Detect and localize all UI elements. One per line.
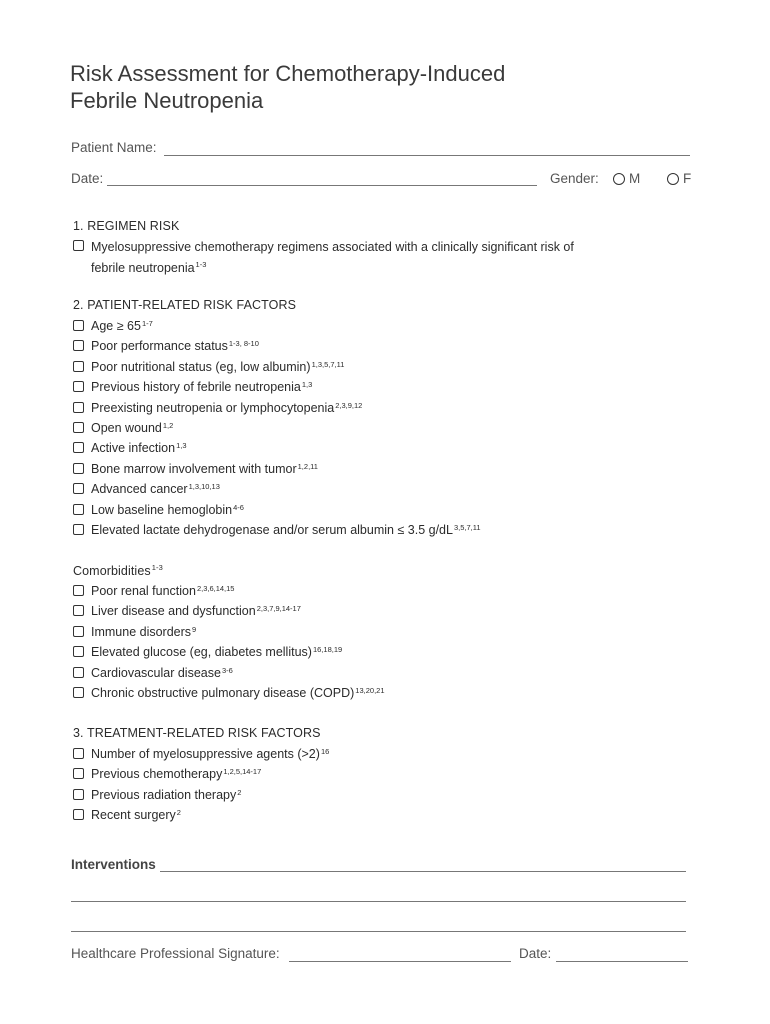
reference: 2,3,9,12 — [335, 400, 363, 410]
reference: 4-6 — [233, 502, 244, 512]
reference: 1,3 — [301, 380, 313, 390]
section-heading-comorbidities — [73, 563, 163, 578]
item-text: Low baseline hemoglobin — [91, 502, 233, 517]
interventions-field-line-3[interactable] — [71, 931, 686, 932]
section-heading-regimen: 1. REGIMEN RISK — [73, 219, 180, 233]
item-text: Advanced cancer — [91, 482, 188, 497]
reference: 9 — [192, 624, 197, 634]
item-text: Recent surgery — [91, 808, 176, 823]
item-text: Elevated glucose (eg, diabetes mellitus) — [91, 645, 312, 660]
checkbox-icon[interactable] — [73, 524, 84, 535]
checkbox-icon[interactable] — [73, 320, 84, 331]
date-field[interactable] — [107, 185, 537, 186]
reference: 1,2 — [162, 421, 174, 430]
checkbox-icon[interactable] — [73, 626, 84, 637]
checkbox-icon[interactable] — [73, 585, 84, 596]
item-text: Previous history of febrile neutropenia — [91, 380, 301, 395]
item-text: Immune disorders — [91, 624, 192, 639]
checkbox-icon[interactable] — [73, 768, 84, 779]
gender-option-m-label: M — [629, 171, 641, 186]
checkbox-item[interactable] — [73, 380, 312, 394]
checkbox-item-regimen[interactable] — [73, 239, 651, 277]
radio-icon[interactable] — [667, 173, 679, 185]
checkbox-icon[interactable] — [73, 361, 84, 372]
patient-name-field[interactable] — [164, 155, 690, 156]
item-text: Age ≥ 65 — [91, 319, 141, 333]
checkbox-icon[interactable] — [73, 463, 84, 474]
reference: 3,5,7,11 — [453, 523, 481, 532]
reference: 1,3,5,7,11 — [311, 359, 345, 369]
item-text: Poor renal function — [91, 584, 196, 598]
checkbox-item[interactable] — [73, 645, 342, 659]
item-text-cont: febrile neutropenia — [91, 261, 195, 275]
checkbox-item[interactable] — [73, 584, 234, 598]
gender-label: Gender: — [550, 171, 599, 186]
reference: 1-7 — [141, 319, 153, 328]
checkbox-item[interactable] — [73, 462, 318, 476]
reference: 13,20,21 — [355, 686, 385, 695]
reference: 1,2,11 — [297, 461, 318, 471]
signature-date-label: Date: — [519, 946, 552, 961]
checkbox-icon[interactable] — [73, 667, 84, 678]
reference: 1-3, 8-10 — [228, 339, 259, 349]
checkbox-icon[interactable] — [73, 809, 84, 820]
checkbox-item[interactable] — [73, 747, 329, 761]
checkbox-icon[interactable] — [73, 605, 84, 616]
reference: 1,2,5,14-17 — [223, 767, 262, 777]
item-text: Previous chemotherapy — [91, 767, 223, 782]
item-text: Active infection — [91, 441, 176, 456]
reference: 2,3,7,9,14-17 — [256, 604, 301, 614]
item-text: Myelosuppressive chemotherapy regimens associated with a clinically significant risk of — [91, 240, 574, 254]
comorbidities-heading-text: Comorbidities — [73, 564, 151, 578]
interventions-field-line-2[interactable] — [71, 901, 686, 902]
checkbox-icon[interactable] — [73, 646, 84, 657]
checkbox-item[interactable] — [73, 625, 196, 639]
page-title — [70, 60, 505, 114]
reference: 2 — [176, 808, 181, 818]
item-text: Preexisting neutropenia or lymphocytopenia — [91, 400, 335, 415]
reference: 3-6 — [221, 665, 233, 675]
checkbox-item[interactable] — [73, 788, 241, 802]
checkbox-item[interactable] — [73, 441, 187, 455]
item-text: Open wound — [91, 421, 162, 435]
item-text: Poor nutritional status (eg, low albumin) — [91, 359, 311, 374]
checkbox-icon[interactable] — [73, 240, 84, 251]
item-text: Poor performance status — [91, 339, 228, 354]
checkbox-icon[interactable] — [73, 687, 84, 698]
radio-icon[interactable] — [613, 173, 625, 185]
checkbox-item[interactable] — [73, 360, 344, 374]
title-line-1: Risk Assessment for Chemotherapy-Induced — [70, 61, 506, 86]
checkbox-icon[interactable] — [73, 340, 84, 351]
item-text: Previous radiation therapy — [91, 787, 237, 802]
reference: 1-3 — [151, 563, 163, 572]
interventions-label: Interventions — [71, 857, 156, 872]
checkbox-item[interactable] — [73, 666, 233, 680]
item-text: Liver disease and dysfunction — [91, 604, 256, 619]
checkbox-icon[interactable] — [73, 442, 84, 453]
section-heading-patient-risk: 2. PATIENT-RELATED RISK FACTORS — [73, 298, 297, 312]
checkbox-icon[interactable] — [73, 504, 84, 515]
item-text: Bone marrow involvement with tumor — [91, 461, 297, 476]
checkbox-item[interactable] — [73, 482, 220, 496]
reference: 2,3,6,14,15 — [196, 584, 235, 593]
checkbox-item[interactable] — [73, 604, 301, 618]
checkbox-item[interactable] — [73, 503, 244, 517]
checkbox-item[interactable] — [73, 319, 153, 333]
gender-option-f[interactable] — [667, 171, 691, 186]
checkbox-icon[interactable] — [73, 422, 84, 433]
reference: 2 — [237, 787, 242, 797]
checkbox-item[interactable] — [73, 808, 181, 822]
gender-option-m[interactable] — [613, 171, 640, 186]
checkbox-icon[interactable] — [73, 789, 84, 800]
checkbox-icon[interactable] — [73, 402, 84, 413]
checkbox-icon[interactable] — [73, 748, 84, 759]
item-text: Elevated lactate dehydrogenase and/or serum albumin ≤ 3.5 g/dL — [91, 523, 453, 537]
reference: 1,3 — [176, 441, 187, 451]
reference: 1-3 — [195, 260, 207, 269]
item-text: Cardiovascular disease — [91, 665, 221, 680]
signature-field[interactable] — [289, 961, 511, 962]
checkbox-icon[interactable] — [73, 381, 84, 392]
item-text: Chronic obstructive pulmonary disease (COPD) — [91, 686, 355, 700]
checkbox-item[interactable] — [73, 767, 261, 781]
patient-name-label: Patient Name: — [71, 140, 157, 155]
gender-option-f-label: F — [683, 171, 692, 186]
title-line-2: Febrile Neutropenia — [70, 88, 264, 113]
checkbox-item[interactable] — [73, 421, 173, 435]
section-heading-treatment: 3. TREATMENT-RELATED RISK FACTORS — [73, 726, 321, 740]
item-text: Number of myelosuppressive agents (>2) — [91, 747, 320, 761]
checkbox-item[interactable] — [73, 523, 481, 537]
checkbox-item[interactable] — [73, 401, 362, 415]
reference: 16 — [320, 747, 330, 756]
reference: 16,18,19 — [312, 645, 343, 655]
reference: 1,3,10,13 — [188, 482, 220, 492]
interventions-field-line-1[interactable] — [160, 871, 686, 872]
signature-date-field[interactable] — [556, 961, 688, 962]
signature-label: Healthcare Professional Signature: — [71, 946, 280, 961]
checkbox-icon[interactable] — [73, 483, 84, 494]
checkbox-item[interactable] — [73, 339, 259, 353]
date-label: Date: — [71, 171, 104, 186]
checkbox-item[interactable] — [73, 686, 385, 700]
